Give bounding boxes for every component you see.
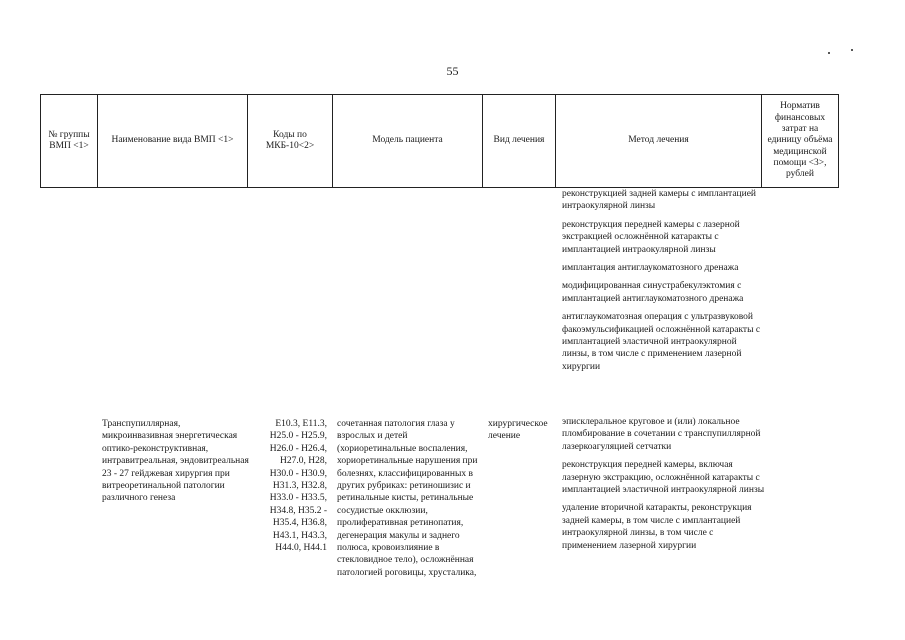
header-patient-model: Модель пациента <box>333 95 483 188</box>
icd-code-line: H34.8, H35.2 - <box>269 505 327 516</box>
header-treatment-method: Метод лечения <box>556 95 762 188</box>
method-item: имплантация антиглаукоматозного дренажа <box>562 263 739 274</box>
icd-code-line: H30.0 - H30.9, <box>269 468 327 479</box>
treatment-type: хирургическое лечение <box>488 419 548 442</box>
scan-speck <box>828 52 830 54</box>
header-vmp-name: Наименование вида ВМП <1> <box>98 95 248 188</box>
icd-code-line: H27.0, H28, <box>280 456 327 467</box>
continued-methods <box>562 188 766 379</box>
icd-codes <box>251 418 327 554</box>
icd-code-line: E10.3, E11.3, <box>275 419 327 429</box>
header-group-no: № группы ВМП <1> <box>41 95 98 188</box>
vmp-name: Транспупиллярная, микроинвазивная энергетическая оптико-реконструктивная, интравитреальная, эндовитреальная 23 - 27 гейджевая хирургия при витреоретинальной патологии различного генеза <box>102 419 249 504</box>
icd-code-line: H35.4, H36.8, <box>272 518 327 529</box>
scan-speck <box>851 49 853 51</box>
method-item: антиглаукоматозная операция с ультразвуковой факоэмульсификацией осложнённой катаракты с имплантацией эластичной интраокулярной линзы, в том числе с применением лазерной хирургии <box>562 312 761 372</box>
patient-model: сочетанная патология глаза у взрослых и детей (хориоретинальные воспаления, хориоретинальные нарушения при болезнях, классифицированных в других рубриках: ретиношизис и ретинальные кисты, ретинальные сосудистые окклюзии, пролиферативная ретинопатия, дегенерация макулы и заднего полюса, кровоизлияние в стекловидное тело), осложнённая патологией роговицы, хрусталика, <box>337 419 478 578</box>
method-item: удаление вторичной катаракты, реконструкция задней камеры, в том числе с имплантацией интраокулярной линзы, в том числе с применением лазерной хирургии <box>562 503 752 551</box>
icd-code-line: H25.0 - H25.9, <box>269 431 327 442</box>
method-item: эписклеральное круговое и (или) локальное пломбирование в сочетании с транспупиллярной лазеркоагуляцией сетчатки <box>562 417 761 452</box>
header-financial-norm: Норматив финансовых затрат на единицу объёма медицинской помощи <3>, рублей <box>762 95 839 188</box>
icd-code-line: H43.1, H43.3, <box>272 530 327 541</box>
table-header <box>40 94 839 188</box>
header-icd-codes: Коды по МКБ-10<2> <box>248 95 333 188</box>
icd-code-line: H31.3, H32.8, <box>272 481 327 492</box>
method-item: реконструкцией задней камеры с имплантацией интраокулярной линзы <box>562 189 757 212</box>
icd-code-line: H44.0, H44.1 <box>275 543 327 554</box>
treatment-methods <box>562 416 766 558</box>
method-item: модифицированная синустрабекулэктомия с имплантацией антиглаукоматозного дренажа <box>562 281 744 304</box>
method-item: реконструкция передней камеры, включая лазерную экстракцию, осложнённой катаракты с имплантацией эластичной интраокулярной линзы <box>562 460 765 496</box>
icd-code-line: H33.0 - H33.5, <box>269 493 327 504</box>
page-number: 55 <box>446 64 459 78</box>
header-treatment-type: Вид лечения <box>483 95 556 188</box>
method-item: реконструкция передней камеры с лазерной экстракцией осложнённой катаракты с имплантацией интраокулярной линзы <box>562 219 740 255</box>
icd-code-line: H26.0 - H26.4, <box>269 443 327 454</box>
